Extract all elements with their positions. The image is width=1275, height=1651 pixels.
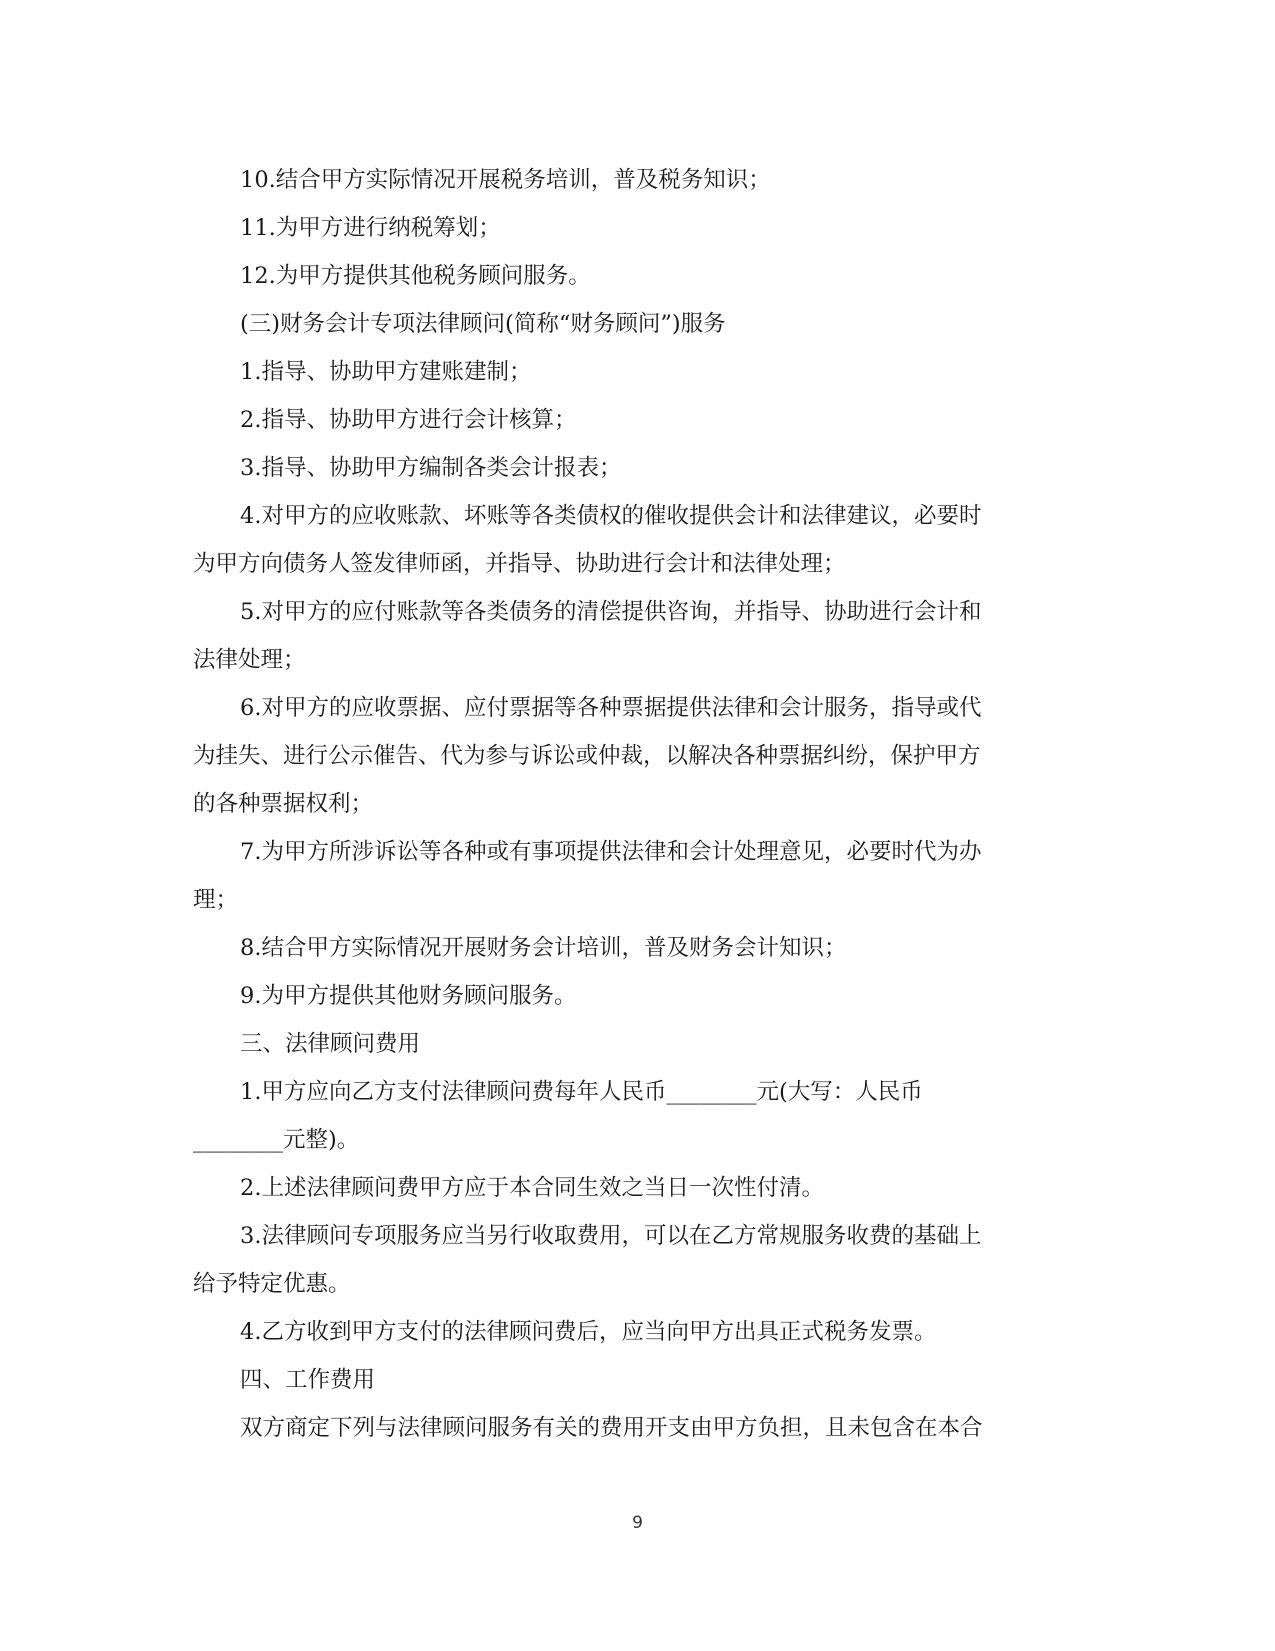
line-annual-fee-cont: ________元整)。 xyxy=(193,1127,360,1153)
section-heading-legal-fees: 三、法律顾问费用 xyxy=(240,1031,421,1057)
section-heading-work-expenses: 四、工作费用 xyxy=(240,1367,376,1393)
line-receivables-advice-cont: 为甲方向债务人签发律师函，并指导、协助进行会计和法律处理； xyxy=(193,551,846,577)
line-payment-terms: 2.上述法律顾问费甲方应于本合同生效之当日一次性付清。 xyxy=(240,1175,824,1201)
line-tax-planning: 11.为甲方进行纳税筹划； xyxy=(240,215,501,241)
line-contingencies: 7.为甲方所涉诉讼等各种或有事项提供法律和会计处理意见，必要时代为办 xyxy=(240,839,982,865)
line-expenses-intro: 双方商定下列与法律顾问服务有关的费用开支由甲方负担，且未包含在本合 xyxy=(240,1415,983,1441)
line-tax-training: 10.结合甲方实际情况开展税务培训，普及税务知识； xyxy=(240,167,771,193)
line-payables-consult-cont: 法律处理； xyxy=(193,647,306,673)
line-payables-consult: 5.对甲方的应付账款等各类债务的清偿提供咨询，并指导、协助进行会计和 xyxy=(240,599,982,625)
line-annual-fee: 1.甲方应向乙方支付法律顾问费每年人民币________元(大写：人民币 xyxy=(240,1079,923,1105)
line-financial-statements: 3.指导、协助甲方编制各类会计报表； xyxy=(240,455,622,481)
section-heading-financial-advisor: (三)财务会计专项法律顾问(简称“财务顾问”)服务 xyxy=(240,311,726,337)
line-special-services-fee: 3.法律顾问专项服务应当另行收取费用，可以在乙方常规服务收费的基础上 xyxy=(240,1223,982,1249)
line-bookkeeping-setup: 1.指导、协助甲方建账建制； xyxy=(240,359,532,385)
line-invoice: 4.乙方收到甲方支付的法律顾问费后，应当向甲方出具正式税务发票。 xyxy=(240,1319,937,1345)
line-other-finance-services: 9.为甲方提供其他财务顾问服务。 xyxy=(240,983,577,1009)
line-accounting: 2.指导、协助甲方进行会计核算； xyxy=(240,407,577,433)
line-receivables-advice: 4.对甲方的应收账款、坏账等各类债权的催收提供会计和法律建议，必要时 xyxy=(240,503,982,529)
page-number: 9 xyxy=(632,1513,643,1533)
line-notes-services: 6.对甲方的应收票据、应付票据等各种票据提供法律和会计服务，指导或代 xyxy=(240,695,982,721)
document-body xyxy=(193,156,1063,1452)
line-contingencies-cont: 理； xyxy=(193,887,239,913)
line-special-services-fee-cont: 给予特定优惠。 xyxy=(193,1271,351,1297)
line-notes-services-cont-1: 为挂失、进行公示催告、代为参与诉讼或仲裁，以解决各种票据纠纷，保护甲方 xyxy=(193,743,981,769)
line-notes-services-cont-2: 的各种票据权利； xyxy=(193,791,374,817)
line-finance-training: 8.结合甲方实际情况开展财务会计培训，普及财务会计知识； xyxy=(240,935,847,961)
line-other-tax-services: 12.为甲方提供其他税务顾问服务。 xyxy=(240,263,591,289)
